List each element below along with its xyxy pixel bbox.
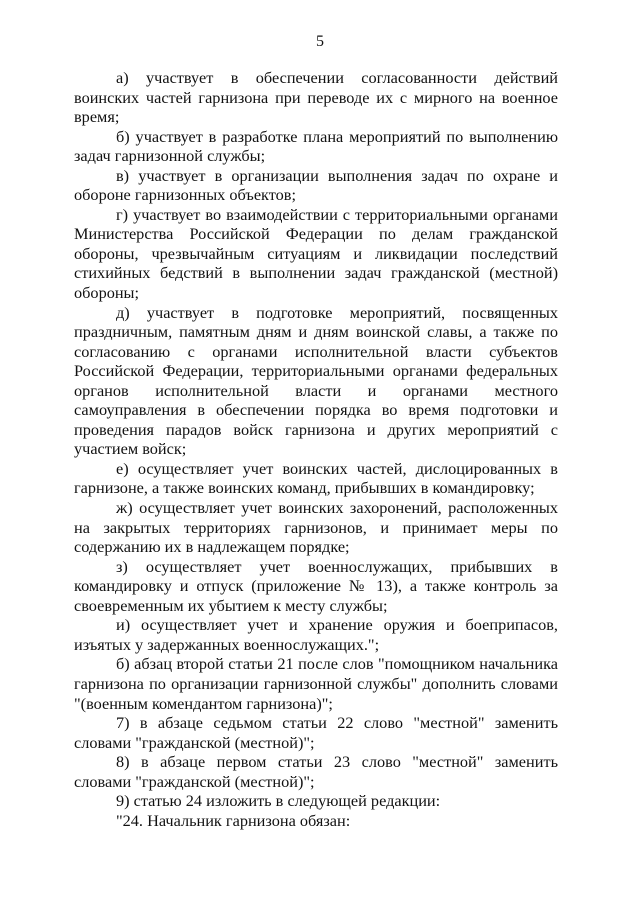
document-body [74, 68, 558, 830]
paragraph-item-b: б) участвует в разработке плана мероприятий по выполнению задач гарнизонной службы; [74, 126, 558, 166]
paragraph-amendment-6: б) абзац второй статьи 21 после слов "помощником начальника гарнизона по организации гарнизонной службы" дополнить словами "(военным комендантом гарнизона)"; [74, 654, 558, 713]
paragraph-amendment-9: 9) статью 24 изложить в следующей редакции: [116, 791, 441, 811]
page-number: 5 [316, 33, 324, 50]
paragraph-item-d: д) участвует в подготовке мероприятий, посвященных праздничным, памятным дням и дням воинской славы, а также по согласованию с органами исполнительной власти субъектов Российской Федерации, территориальными органами федеральных органов исполнительной власти и органами местного самоуправления в обеспечении порядка во время подготовки и проведения парадов войск гарнизона и других мероприятий с участием войск; [74, 302, 558, 459]
paragraph-item-i: и) осуществляет учет и хранение оружия и боеприпасов, изъятых у задержанных военнослужащих."; [74, 615, 558, 654]
paragraph-item-v: в) участвует в организации выполнения задач по охране и обороне гарнизонных объектов; [74, 165, 558, 205]
paragraph-item-zh: ж) осуществляет учет воинских захоронений, расположенных на закрытых территориях гарнизонов, и принимает меры по содержанию их в надлежащем порядке; [74, 498, 558, 557]
paragraph-item-e: е) осуществляет учет воинских частей, дислоцированных в гарнизоне, а также воинских команд, прибывших в командировку; [74, 458, 558, 498]
paragraph-item-g: г) участвует во взаимодействии с территориальными органами Министерства Российской Федерации по делам гражданской обороны, чрезвычайным ситуациям и ликвидации последствий стихийных бедствий в выполнении задач гражданской (местной) обороны; [74, 204, 558, 303]
paragraph-item-z: з) осуществляет учет военнослужащих, прибывших в командировку и отпуск (приложение № 13), а также контроль за своевременным их убытием к месту службы; [74, 556, 558, 615]
paragraph-amendment-7: 7) в абзаце седьмом статьи 22 слово "местной" заменить словами "гражданской (местной)"; [74, 713, 558, 752]
paragraph-article-24-start: "24. Начальник гарнизона обязан: [116, 810, 351, 830]
paragraph-item-a: а) участвует в обеспечении согласованности действий воинских частей гарнизона при переводе их с мирного на военное время; [74, 68, 558, 127]
paragraph-amendment-8: 8) в абзаце первом статьи 23 слово "местной" заменить словами "гражданской (местной)"; [74, 752, 558, 791]
